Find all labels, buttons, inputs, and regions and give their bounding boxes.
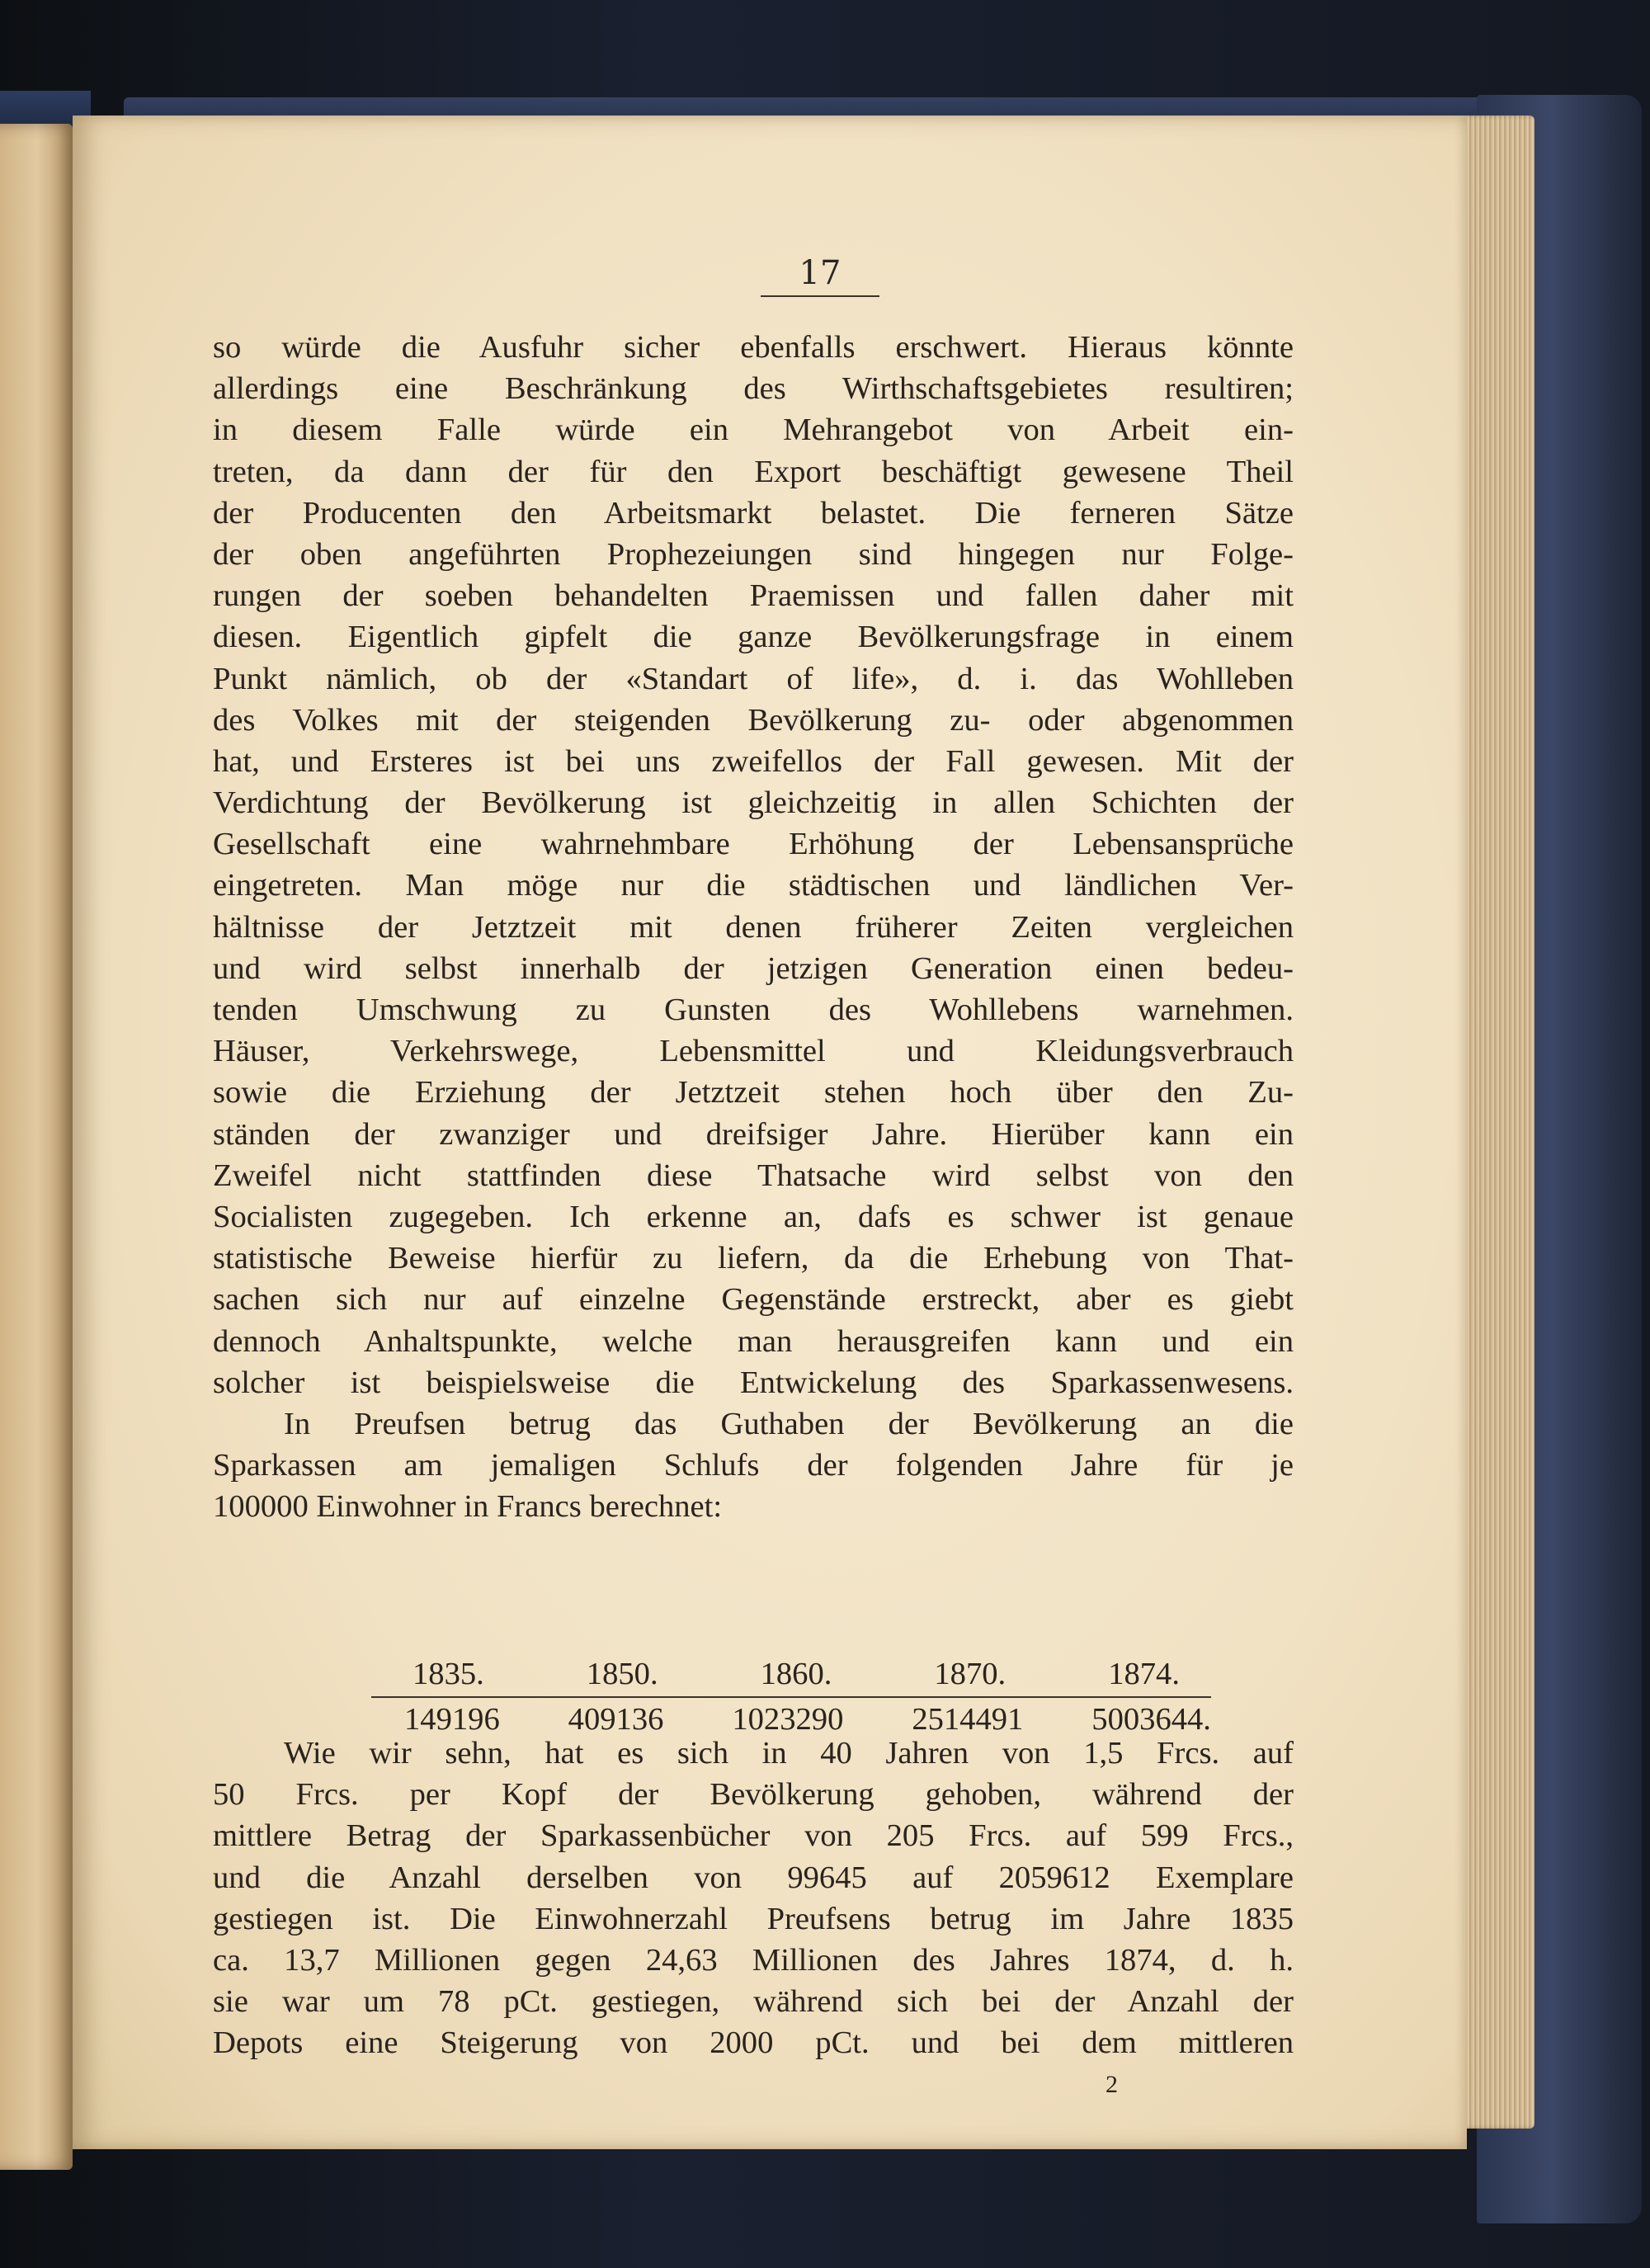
- text-line: hältnisse der Jetztzeit mit denen früherer Zeiten vergleichen: [213, 909, 1294, 945]
- text-line: eingetreten. Man möge nur die städtischen und ländlichen Ver-: [213, 868, 1294, 903]
- text-line: rungen der soeben behandelten Praemissen und fallen daher mit: [213, 578, 1294, 614]
- text-line: des Volkes mit der steigenden Bevölkerung zu- oder abgenommen: [213, 702, 1294, 738]
- text-line: sachen sich nur auf einzelne Gegenstände erstreckt, aber es giebt: [213, 1282, 1294, 1318]
- value-cell: 5003644.: [1091, 1702, 1211, 1737]
- paragraph-3: [213, 1733, 1294, 2064]
- signature-mark: 2: [1106, 2071, 1118, 2098]
- text-line: sowie die Erziehung der Jetztzeit stehen hoch über den Zu-: [213, 1075, 1294, 1110]
- text-line: der Producenten den Arbeitsmarkt belastet. Die ferneren Sätze: [213, 495, 1294, 530]
- text-line: hat, und Ersteres ist bei uns zweifellos der Fall gewesen. Mit der: [213, 743, 1294, 779]
- paragraph-1: [213, 327, 1294, 1527]
- text-line: ständen der zwanziger und dreifsiger Jahre. Hierüber kann ein: [213, 1116, 1294, 1152]
- text-line: sie war um 78 pCt. gestiegen, während sich bei der Anzahl der: [213, 1984, 1294, 2020]
- text-line: der oben angeführten Prophezeiungen sind hingegen nur Folge-: [213, 536, 1294, 572]
- year-cell: 1870.: [934, 1657, 1006, 1691]
- value-cell: 149196: [404, 1702, 500, 1737]
- text-line: gestiegen ist. Die Einwohnerzahl Preufsens betrug im Jahre 1835: [213, 1901, 1294, 1936]
- value-cell: 409136: [568, 1702, 664, 1737]
- text-line: 100000 Einwohner in Francs berechnet:: [213, 1489, 723, 1525]
- text-line: solcher ist beispielsweise die Entwickelung des Sparkassenwesens.: [213, 1365, 1294, 1400]
- text-line: und die Anzahl derselben von 99645 auf 2059612 Exemplare: [213, 1860, 1294, 1895]
- text-line: mittlere Betrag der Sparkassenbücher von 205 Frcs. auf 599 Frcs.,: [213, 1818, 1294, 1854]
- year-cell: 1874.: [1108, 1657, 1180, 1691]
- year-cell: 1850.: [586, 1657, 658, 1691]
- text-line: Gesellschaft eine wahrnehmbare Erhöhung der Lebensansprüche: [213, 827, 1294, 862]
- text-line: 50 Frcs. per Kopf der Bevölkerung gehoben, während der: [213, 1777, 1294, 1813]
- savings-table: [371, 1655, 1211, 1739]
- table-header-row: [371, 1655, 1211, 1698]
- text-line: Zweifel nicht stattfinden diese Thatsache wird selbst von den: [213, 1158, 1294, 1193]
- text-line: in diesem Falle würde ein Mehrangebot von Arbeit ein-: [213, 413, 1294, 448]
- text-line: statistische Beweise hierfür zu liefern, da die Erhebung von That-: [213, 1241, 1294, 1276]
- text-line: Socialisten zugegeben. Ich erkenne an, dafs es schwer ist genaue: [213, 1199, 1294, 1234]
- text-line: und wird selbst innerhalb der jetzigen Generation einen bedeu-: [213, 950, 1294, 986]
- text-line: Verdichtung der Bevölkerung ist gleichzeitig in allen Schichten der: [213, 785, 1294, 821]
- value-cell: 2514491: [912, 1702, 1024, 1737]
- year-cell: 1860.: [760, 1657, 832, 1691]
- text-line: Sparkassen am jemaligen Schlufs der folgenden Jahre für je: [213, 1448, 1294, 1483]
- text-line: Punkt nämlich, ob der «Standart of life», d. i. das Wohlleben: [213, 661, 1294, 696]
- value-cell: 1023290: [732, 1702, 844, 1737]
- text-line: Depots eine Steigerung von 2000 pCt. und bei dem mittleren: [213, 2025, 1294, 2061]
- text-line: tenden Umschwung zu Gunsten des Wohllebens warnehmen.: [213, 993, 1294, 1027]
- page-number: 17: [761, 254, 879, 297]
- text-line: ca. 13,7 Millionen gegen 24,63 Millionen des Jahres 1874, d. h.: [213, 1942, 1294, 1978]
- year-cell: 1835.: [412, 1657, 484, 1691]
- text-line: dennoch Anhaltspunkte, welche man herausgreifen kann und ein: [213, 1323, 1294, 1359]
- text-line: In Preufsen betrug das Guthaben der Bevölkerung an die: [284, 1406, 1294, 1441]
- text-line: Wie wir sehn, hat es sich in 40 Jahren von 1,5 Frcs. auf: [284, 1736, 1294, 1771]
- left-facing-page-edge: [0, 124, 73, 2170]
- text-line: treten, da dann der für den Export beschäftigt gewesene Theil: [213, 454, 1294, 489]
- book-page: [73, 116, 1467, 2149]
- text-line: allerdings eine Beschränkung des Wirthschaftsgebietes resultiren;: [213, 371, 1294, 407]
- text-line: so würde die Ausfuhr sicher ebenfalls erschwert. Hieraus könnte: [213, 330, 1294, 365]
- text-line: diesen. Eigentlich gipfelt die ganze Bevölkerungsfrage in einem: [213, 620, 1294, 655]
- text-line: Häuser, Verkehrswege, Lebensmittel und Kleidungsverbrauch: [213, 1034, 1294, 1069]
